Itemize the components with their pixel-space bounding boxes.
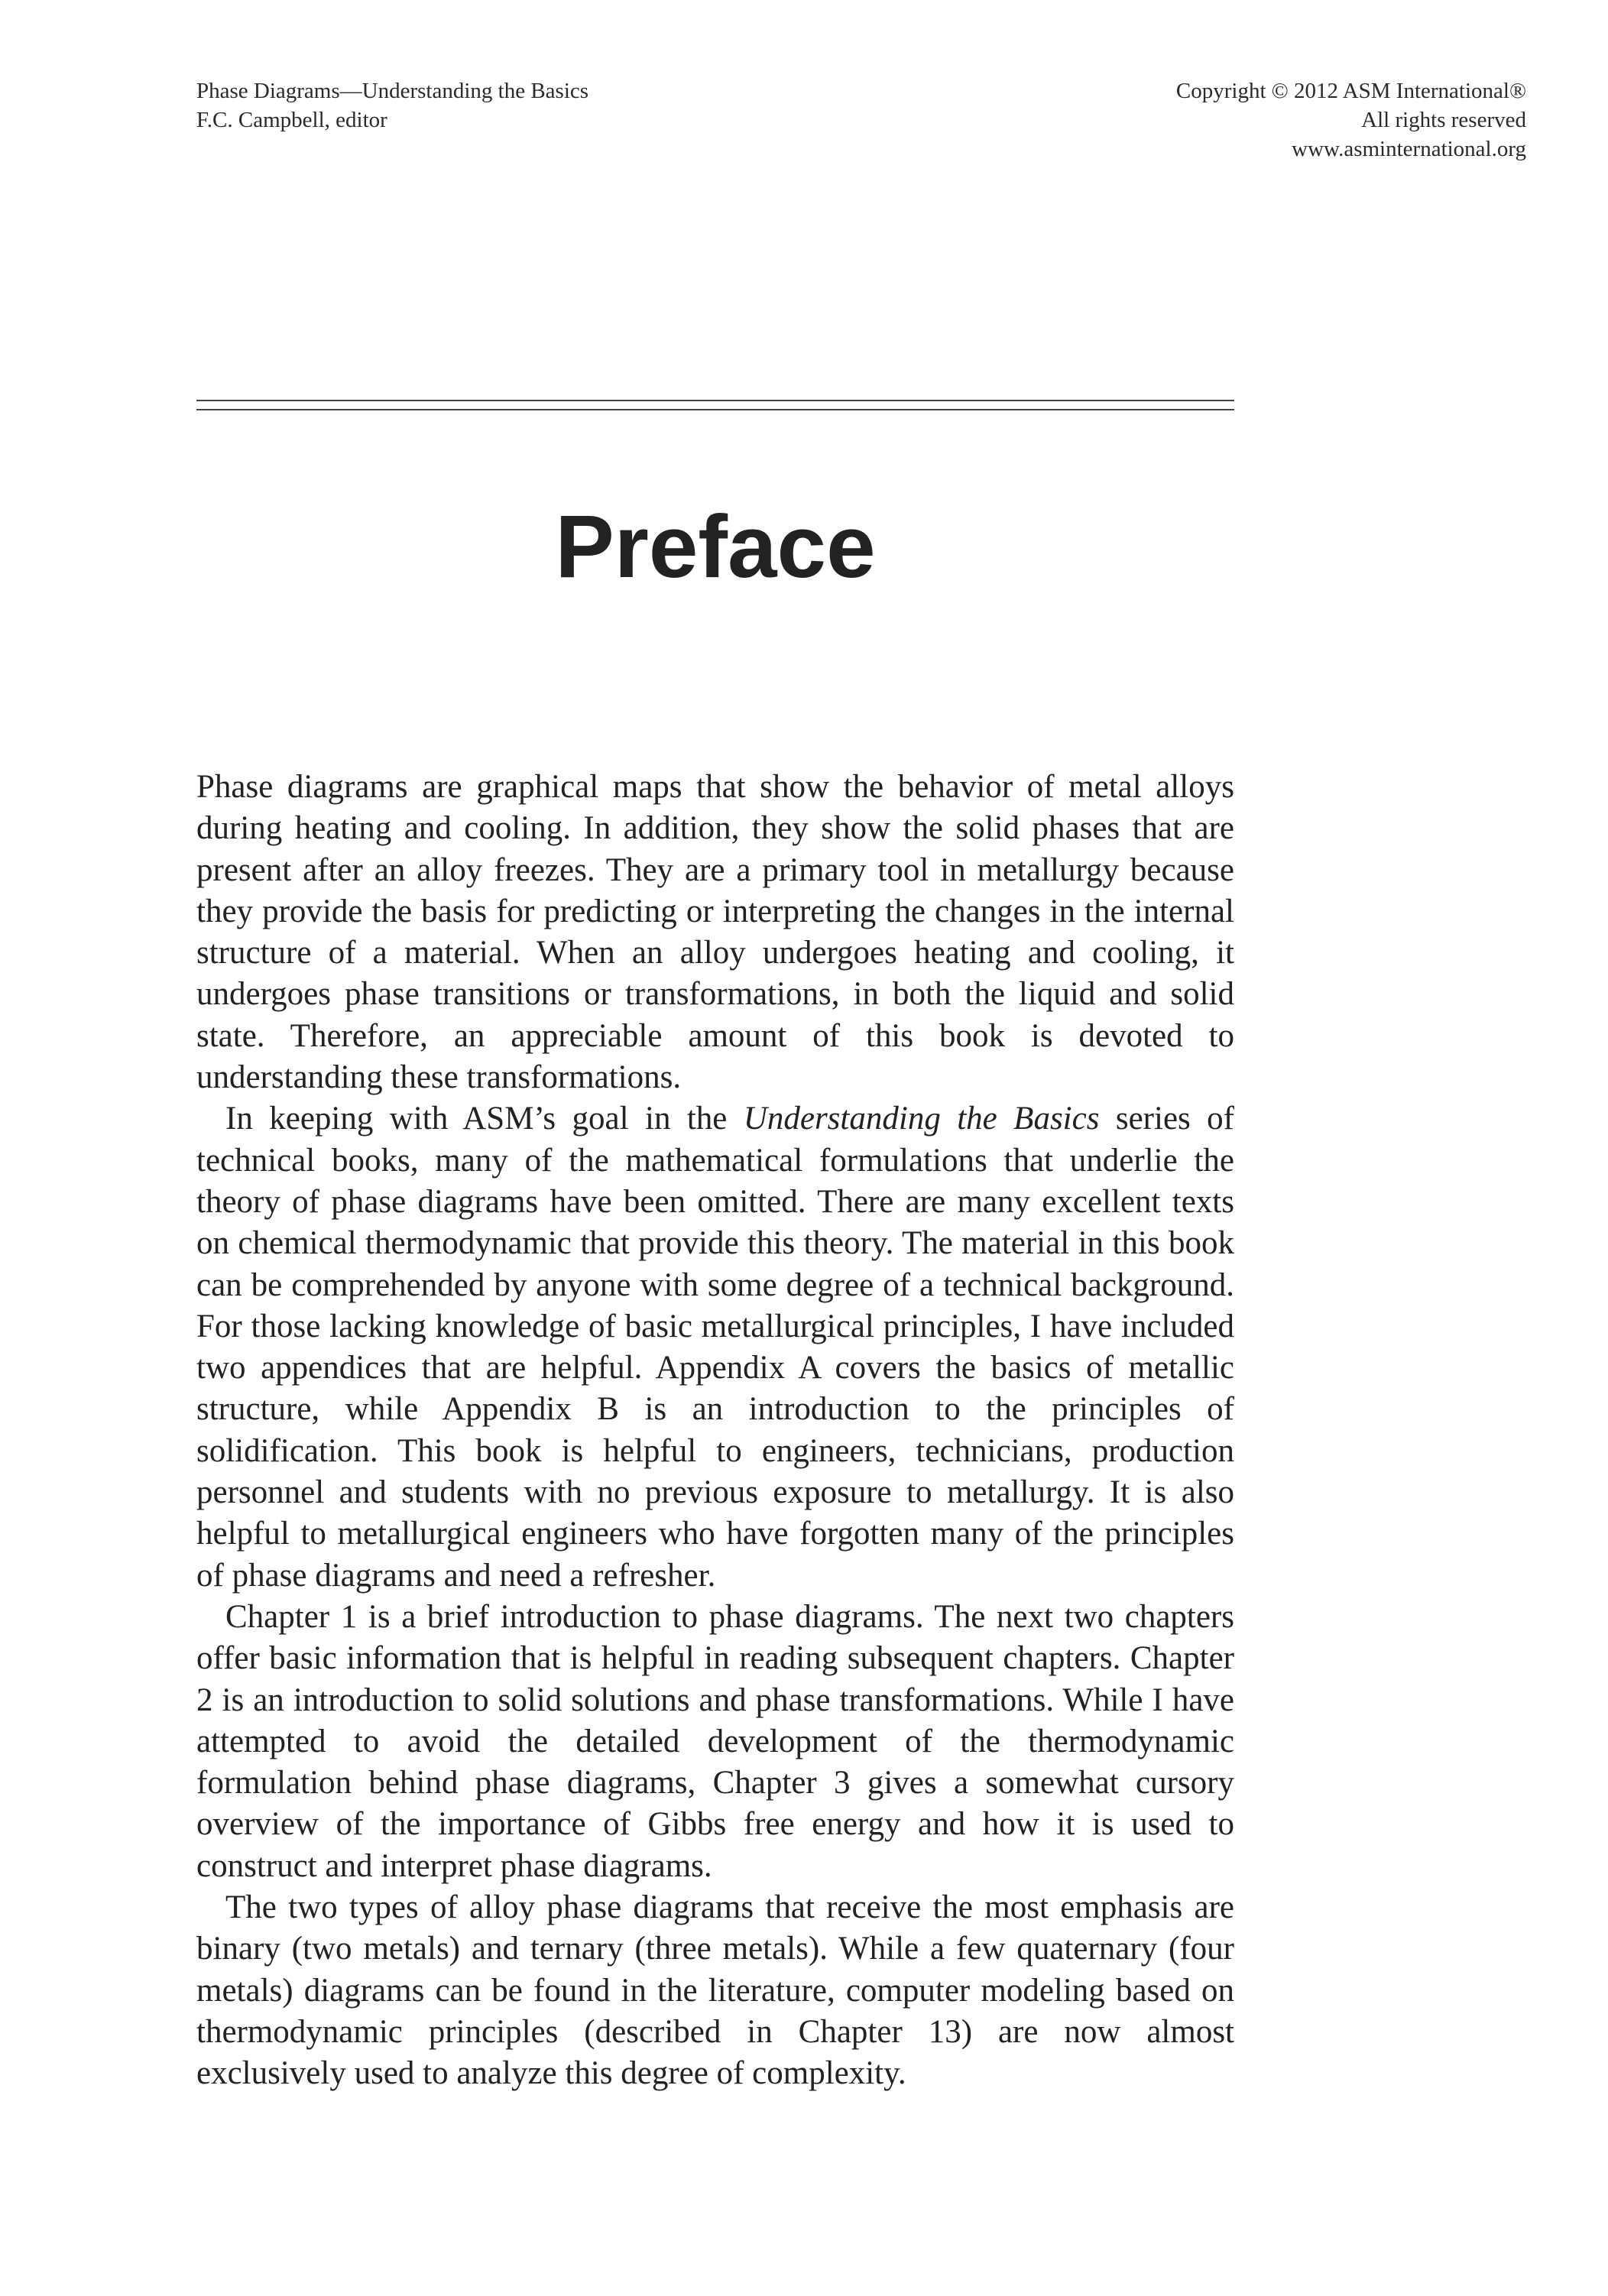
paragraph-2-lead: In keeping with ASM’s goal in the bbox=[225, 1101, 744, 1137]
paragraph-1: Phase diagrams are graphical maps that show the behavior of metal alloys during heating and cooling. In addition, they show the solid phases that are present after an alloy freezes. They are a primary tool in metallurgy because they provide the basis for predicting or interpreting the changes in the internal structure of a material. When an alloy undergoes heating and cooling, it undergoes phase transitions or transformations, in both the liquid and solid state. Therefore, an appreciable amount of this book is devoted to understanding these transformations. bbox=[196, 769, 1234, 1096]
editor-credit: F.C. Campbell, editor bbox=[196, 108, 387, 132]
running-header-left bbox=[196, 76, 588, 135]
preface-body bbox=[196, 767, 1234, 2095]
running-header-right bbox=[1176, 76, 1526, 164]
paragraph-2 bbox=[196, 1098, 1234, 1597]
paragraph-3: Chapter 1 is a brief introduction to phase diagrams. The next two chapters offer basic information that is helpful in reading subsequent chapters. Chapter 2 is an introduction to solid solutions and phase transformations. While I have attempted to avoid the detailed development of the thermodynamic formulation behind phase diagrams, Chapter 3 gives a somewhat cursory overview of the importance of Gibbs free energy and how it is used to construct and interpret phase diagrams. bbox=[196, 1598, 1234, 1884]
title-divider-bottom bbox=[196, 409, 1234, 410]
page-title: Preface bbox=[555, 497, 876, 596]
rights-notice: All rights reserved bbox=[1361, 108, 1526, 132]
paragraph-4: The two types of alloy phase diagrams that receive the most emphasis are binary (two metals) and ternary (three metals). While a few quaternary (four metals) diagrams can be found in the literature, computer modeling based on thermodynamic principles (described in Chapter 13) are now almost exclusively used to analyze this degree of complexity. bbox=[196, 1889, 1234, 2092]
publisher-website: www.asminternational.org bbox=[1292, 137, 1526, 161]
title-divider-top bbox=[196, 400, 1234, 401]
copyright-notice: Copyright © 2012 ASM International® bbox=[1175, 79, 1526, 103]
book-title: Phase Diagrams—Understanding the Basics bbox=[196, 79, 589, 103]
series-name: Understanding the Basics bbox=[743, 1101, 1100, 1137]
paragraph-2-rest: series of technical books, many of the mathematical formulations that underlie the theory of phase diagrams have been omitted. There are many excellent texts on chemical thermodynamic that provide this theory. The material in this book can be comprehended by anyone with some degree of a technical background. For those lacking knowledge of basic metallurgical principles, I have included two appendices that are helpful. Appendix A covers the basics of metallic structure, while Appendix B is an introduction to the principles of solidification. This book is helpful to engineers, technicians, production personnel and students with no previous exposure to metallurgy. It is also helpful to metallurgical engineers who have forgotten many of the principles of phase diagrams and need a refresher. bbox=[196, 1101, 1235, 1594]
